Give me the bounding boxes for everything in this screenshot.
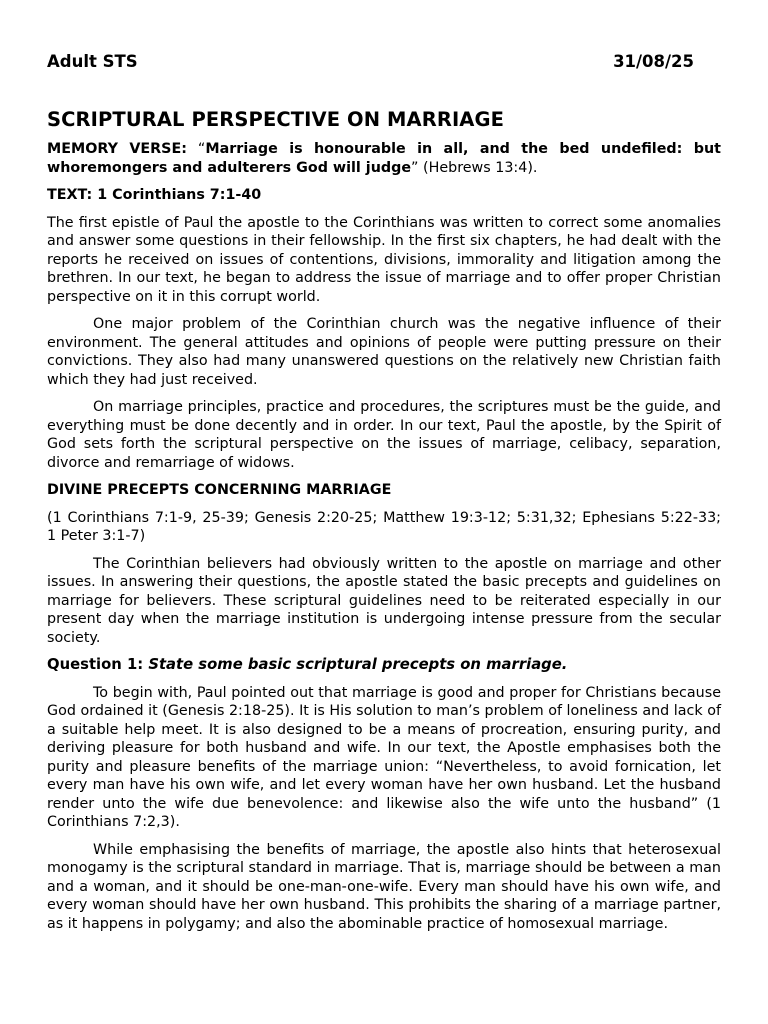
question-label: Question 1:	[47, 656, 149, 673]
memory-verse-quote: Marriage is honourable in all, and the bed undefiled: but whoremongers and adulterers God will judge	[47, 141, 721, 176]
body-paragraph: On marriage principles, practice and procedures, the scriptures must be the guide, and everything must be done decently and in order. In our text, Paul the apostle, by the Spirit of God sets forth the scriptural perspective on the issues of marriage, celibacy, separation, divorce and remarriage of widows.	[47, 399, 721, 471]
memory-verse-open-quote: “	[186, 141, 206, 157]
section-intro-paragraph: The Corinthian believers had obviously written to the apostle on marriage and other issues. In answering their questions, the apostle stated the basic precepts and guidelines on marriage for believers. These scriptural guidelines need to be reiterated especially in our present day when the marriage institution is undergoing intense pressure from the secular society.	[47, 555, 721, 646]
memory-verse	[47, 140, 721, 177]
intro-paragraph: The first epistle of Paul the apostle to the Corinthians was written to correct some anomalies and answer some questions in their fellowship. In the first six chapters, he had dealt with the reports he received on issues of contentions, divisions, immorality and litigation among the brethren. In our text, he began to address the issue of marriage and to offer proper Christian perspective on it in this corrupt world.	[47, 214, 721, 305]
memory-verse-label: MEMORY VERSE:	[47, 141, 187, 157]
question-text: State some basic scriptural precepts on marriage.	[148, 656, 568, 673]
question-heading	[47, 656, 721, 675]
text-reference: TEXT: 1 Corinthians 7:1-40	[47, 187, 262, 203]
memory-verse-reference: ” (Hebrews 13:4).	[411, 159, 538, 176]
section-references: (1 Corinthians 7:1-9, 25-39; Genesis 2:20-25; Matthew 19:3-12; 5:31,32; Ephesians 5:22-33; 1 Peter 3:1-7)	[47, 509, 721, 544]
answer-paragraph: While emphasising the benefits of marriage, the apostle also hints that heterosexual monogamy is the scriptural standard in marriage. That is, marriage should be between a man and a woman, and it should be one-man-one-wife. Every man should have his own wife, and every woman should have her own husband. This prohibits the sharing of a marriage partner, as it happens in polygamy; and also the abominable practice of homosexual marriage.	[47, 841, 721, 932]
section-heading: DIVINE PRECEPTS CONCERNING MARRIAGE	[47, 482, 392, 498]
body-paragraph: One major problem of the Corinthian church was the negative influence of their environment. The general attitudes and opinions of people were putting pressure on their convictions. They also had many unanswered questions on the relatively new Christian faith which they had just received.	[47, 316, 721, 388]
document-header	[47, 51, 721, 73]
answer-paragraph: To begin with, Paul pointed out that marriage is good and proper for Christians because God ordained it (Genesis 2:18-25). It is His solution to man’s problem of loneliness and lack of a suitable help meet. It is also designed to be a means of procreation, ensuring purity, and deriving pleasure for both husband and wife. In our text, the Apostle emphasises both the purity and pleasure benefits of the marriage union: “Nevertheless, to avoid fornication, let every man have his own wife, and let every woman have her own husband. Let the husband render unto the wife due benevolence: and likewise also the wife unto the husband” (1 Corinthians 7:2,3).	[47, 684, 721, 830]
lesson-title: SCRIPTURAL PERSPECTIVE ON MARRIAGE	[47, 108, 505, 131]
header-date: 31/08/25	[613, 52, 694, 71]
header-class-label: Adult STS	[47, 52, 138, 71]
